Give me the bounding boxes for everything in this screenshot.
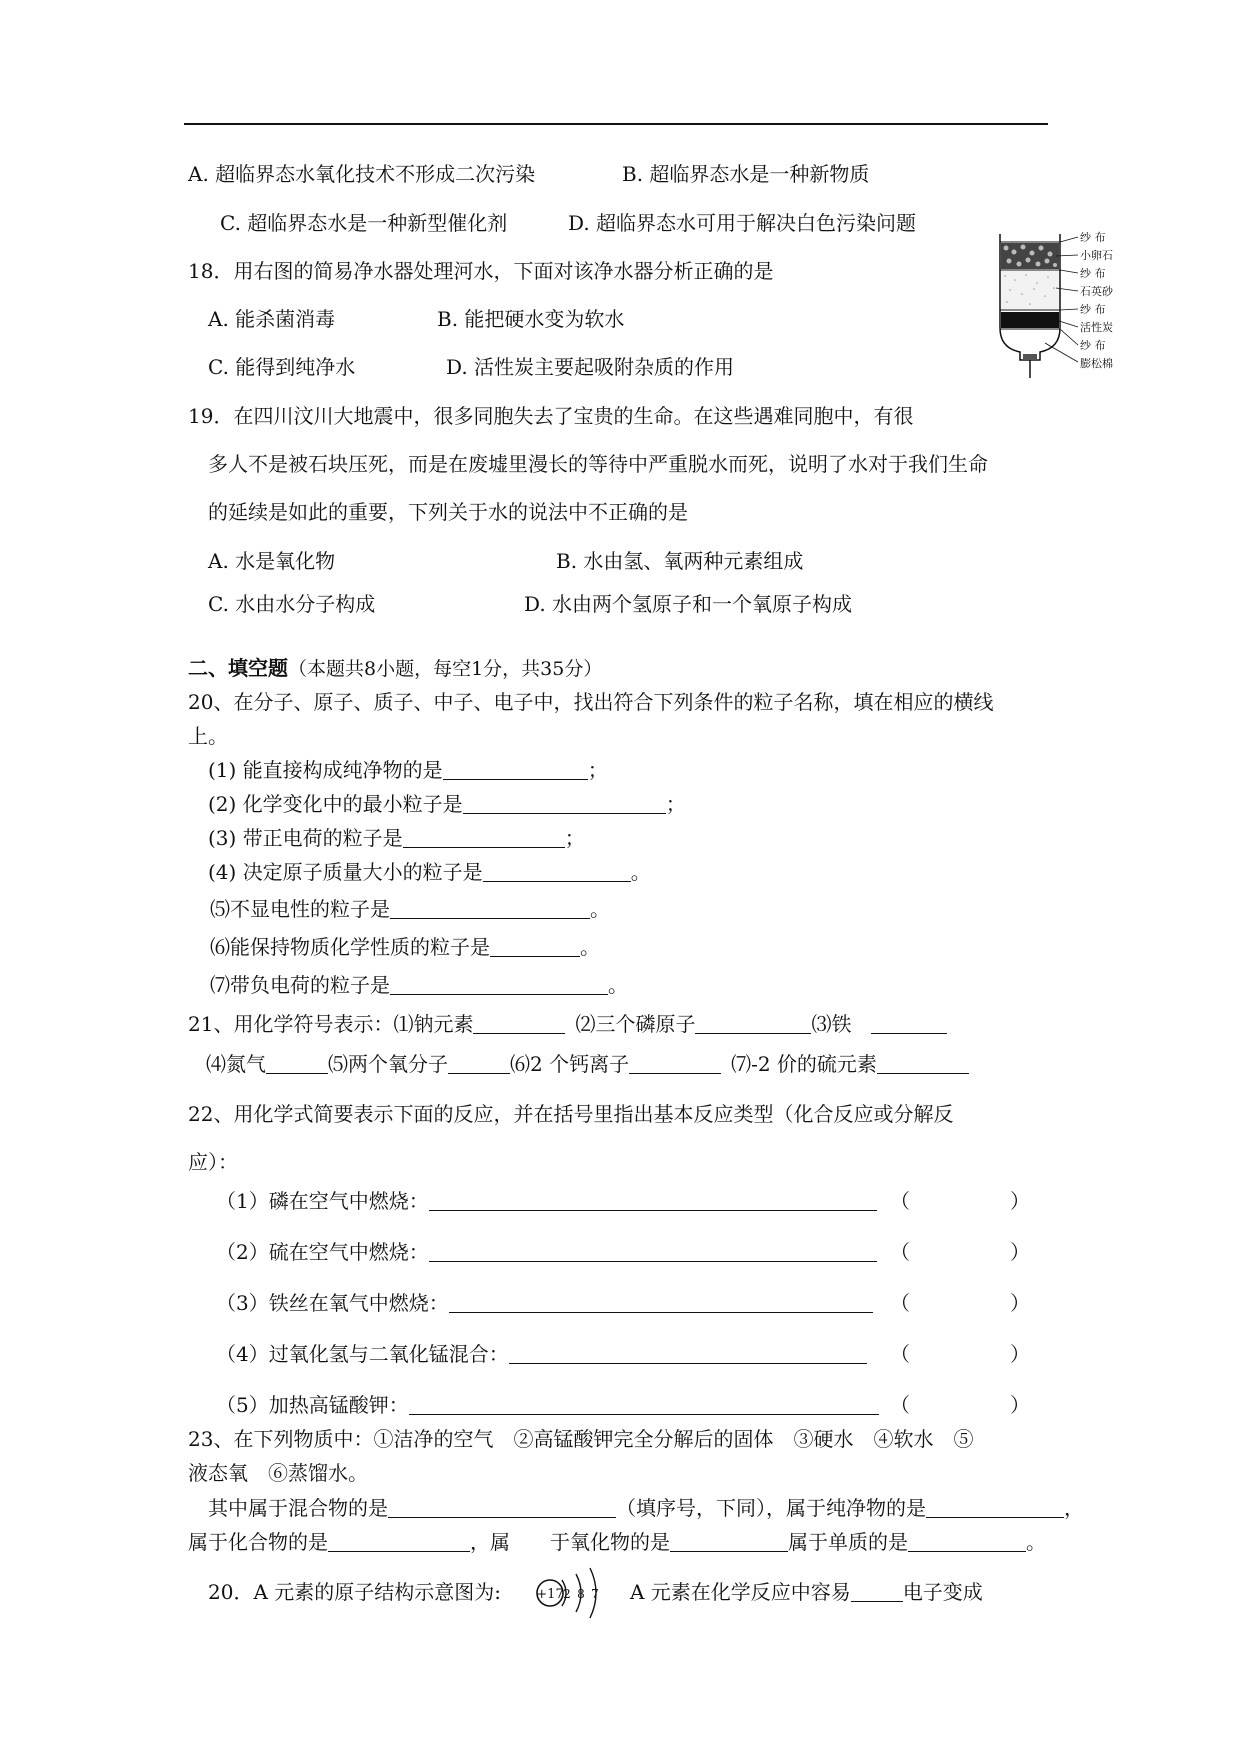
answer-blank[interactable] [483,861,631,882]
q17-option-a: A. 超临界态水氧化技术不形成二次污染 [188,162,536,186]
q17-option-c: C. 超临界态水是一种新型催化剂 [220,211,508,235]
atom-shell-2: 8 [577,1587,585,1601]
answer-blank[interactable] [509,1343,867,1364]
answer-blank[interactable] [908,1531,1026,1552]
filter-label-4: 石英砂 [1080,285,1113,298]
answer-blank[interactable] [448,1053,510,1074]
q22-paren-open: （ [890,1240,910,1264]
answer-blank[interactable] [328,1531,470,1552]
q19-line-2: 多人不是被石块压死，而是在废墟里漫长的等待中严重脱水而死，说明了水对于我们生命 [208,452,988,476]
q17-option-b: B. 超临界态水是一种新物质 [622,162,870,186]
q20-item-5: ⑸不显电性的粒子是 。 [210,897,610,921]
filter-label-7: 纱 布 [1080,339,1106,352]
answer-blank[interactable] [629,1053,721,1074]
q22-line-1: 22、用化学式简要表示下面的反应，并在括号里指出基本反应类型（化合反应或分解反 [188,1102,954,1126]
q22-item-5: （5）加热高锰酸钾： [216,1393,879,1417]
q24-post: A 元素在化学反应中容易 电子变成 [630,1580,983,1604]
answer-blank[interactable] [463,793,666,814]
filter-label-1: 纱 布 [1080,231,1106,244]
q23-line-2: 液态氧 ⑥蒸馏水。 [188,1461,368,1485]
q22-paren-close: ） [1010,1342,1030,1366]
answer-blank[interactable] [871,1013,947,1034]
atom-shell-3: 7 [591,1587,599,1601]
filter-label-6: 活性炭 [1080,321,1113,334]
atom-shell-1: 2 [563,1587,571,1601]
header-rule [184,123,1048,125]
q22-paren-open: （ [890,1291,910,1315]
q22-item-3: （3）铁丝在氧气中燃烧： [216,1291,873,1315]
answer-blank[interactable] [388,1497,616,1518]
q18-option-d: D. 活性炭主要起吸附杂质的作用 [446,355,735,379]
q19-option-c: C. 水由水分子构成 [208,592,376,616]
section-2-note: （本题共8小题，每空1分，共35分） [288,658,603,680]
filter-label-8: 膨松棉 [1080,357,1113,370]
answer-blank[interactable] [851,1581,903,1602]
q20-item-4: (4) 决定原子质量大小的粒子是 。 [208,860,651,884]
answer-blank[interactable] [409,1394,879,1415]
q20-line-1: 20、在分子、原子、质子、中子、电子中，找出符合下列条件的粒子名称，填在相应的横线 [188,690,994,714]
q21-line-1: 21、用化学符号表示：⑴钠元素 ⑵三个磷原子 ⑶铁 [188,1012,947,1036]
q20-item-7: ⑺带负电荷的粒子是 。 [210,973,628,997]
filter-label-5: 纱 布 [1080,303,1106,316]
q22-item-1: （1）磷在空气中燃烧： [216,1189,877,1213]
q22-paren-open: （ [890,1189,910,1213]
atom-nucleus-charge: +17 [536,1587,564,1602]
filter-label-3: 纱 布 [1080,267,1106,280]
q21-line-2: ⑷氮气 ⑸两个氧分子 ⑹2 个钙离子 ⑺-2 价的硫元素 [206,1052,969,1076]
answer-blank[interactable] [429,1241,877,1262]
answer-blank[interactable] [403,827,565,848]
water-filter-figure [990,228,1120,380]
q22-paren-close: ） [1010,1189,1030,1213]
q18-stem: 18．用右图的简易净水器处理河水，下面对该净水器分析正确的是 [188,259,774,283]
q24-pre: 20．A 元素的原子结构示意图为: [208,1580,501,1604]
q20-item-6: ⑹能保持物质化学性质的粒子是 。 [210,935,600,959]
q22-paren-close: ） [1010,1393,1030,1417]
q22-item-4: （4）过氧化氢与二氧化锰混合： [216,1342,867,1366]
q19-option-d: D. 水由两个氢原子和一个氧原子构成 [524,592,853,616]
atom-structure-diagram [532,1560,612,1626]
q20-item-1: (1) 能直接构成纯净物的是 ； [208,758,608,782]
q23-line-4: 属于化合物的是 ，属 于氧化物的是 属于单质的是 。 [188,1530,1046,1554]
answer-blank[interactable] [390,974,608,995]
filter-label-2: 小卵石 [1080,249,1113,262]
answer-blank[interactable] [266,1053,328,1074]
section-2-heading [188,656,602,681]
answer-blank[interactable] [695,1013,811,1034]
q19-line-3: 的延续是如此的重要，下列关于水的说法中不正确的是 [208,500,688,524]
answer-blank[interactable] [429,1190,877,1211]
answer-blank[interactable] [926,1497,1064,1518]
answer-blank[interactable] [443,759,588,780]
q18-option-b: B. 能把硬水变为软水 [437,307,625,331]
q22-paren-close: ） [1010,1291,1030,1315]
q22-paren-open: （ [890,1393,910,1417]
q20-item-2: (2) 化学变化中的最小粒子是 ； [208,792,686,816]
q17-option-d: D. 超临界态水可用于解决白色污染问题 [568,211,917,235]
answer-blank[interactable] [449,1292,873,1313]
q22-line-2: 应）： [188,1150,238,1174]
answer-blank[interactable] [670,1531,788,1552]
q18-option-a: A. 能杀菌消毒 [208,307,336,331]
answer-blank[interactable] [490,936,580,957]
section-2-title: 二、填空题 [188,656,288,680]
answer-blank[interactable] [390,898,590,919]
q22-item-2: （2）硫在空气中燃烧： [216,1240,877,1264]
q20-line-2: 上。 [188,724,228,748]
q20-item-3: (3) 带正电荷的粒子是 ； [208,826,585,850]
q23-line-1: 23、在下列物质中：①洁净的空气 ②高锰酸钾完全分解后的固体 ③硬水 ④软水 ⑤ [188,1427,974,1451]
q18-option-c: C. 能得到纯净水 [208,355,356,379]
q22-paren-open: （ [890,1342,910,1366]
q19-option-a: A. 水是氧化物 [208,549,336,573]
answer-blank[interactable] [877,1053,969,1074]
q19-line-1: 19．在四川汶川大地震中，很多同胞失去了宝贵的生命。在这些遇难同胞中，有很 [188,404,914,428]
q22-paren-close: ） [1010,1240,1030,1264]
q23-line-3: 其中属于混合物的是 （填序号，下同），属于纯净物的是 ， [208,1496,1084,1520]
answer-blank[interactable] [473,1013,565,1034]
q19-option-b: B. 水由氢、氧两种元素组成 [556,549,804,573]
